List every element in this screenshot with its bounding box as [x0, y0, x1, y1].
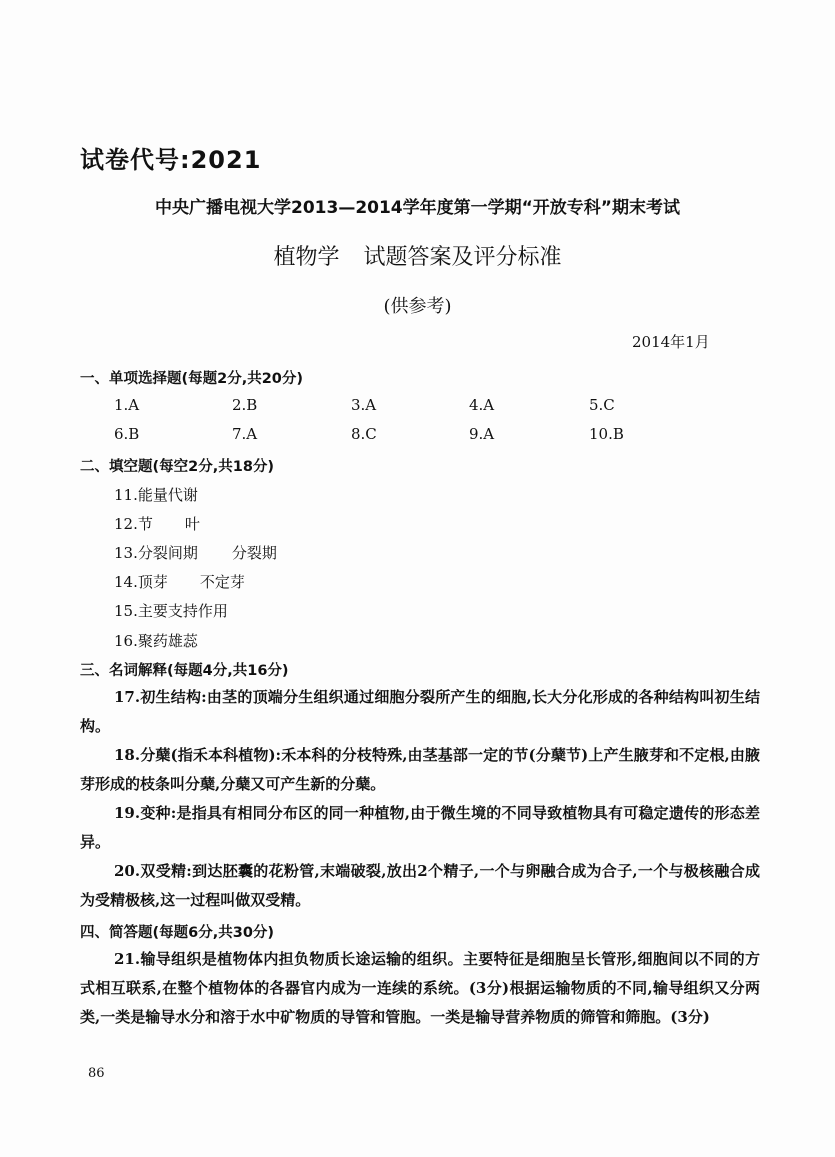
fill-item-16 [114, 630, 198, 651]
item-answer: 节 [137, 515, 153, 533]
item-answer: 分裂间期 [137, 544, 198, 562]
answer-10: 10.B [589, 425, 624, 443]
item-number: 15. [114, 602, 138, 620]
answer-7: 7.A [232, 425, 258, 443]
exam-title: 中央广播电视大学2013—2014学年度第一学期“开放专科”期末考试 [155, 198, 680, 218]
answer-9: 9.A [469, 425, 495, 443]
answer-8: 8.C [351, 425, 377, 443]
definition-20: 20.双受精:到达胚囊的花粉管,末端破裂,放出2个精子,一个与卵融合成为合子,一个与极核融合成为受精极核,这一过程叫做双受精。 [80, 862, 760, 909]
item-answer: 聚药雄蕊 [137, 632, 198, 650]
item-answer-b: 叶 [184, 515, 200, 533]
reference-note: (供参考) [383, 296, 452, 317]
item-number: 11. [114, 486, 138, 504]
item-answer-b: 分裂期 [231, 544, 277, 562]
section1-heading: 一、单项选择题(每题2分,共20分) [80, 371, 304, 387]
short-answer-block [80, 945, 760, 1032]
subject-title [0, 240, 835, 271]
item-number: 12. [114, 515, 138, 533]
item-answer-b: 不定芽 [199, 573, 245, 591]
definition-18: 18.分蘖(指禾本科植物):禾本科的分枝特殊,由茎基部一定的节(分蘖节)上产生腋芽和不定根,由腋芽形成的枝条叫分蘖,分蘖又可产生新的分蘖。 [80, 746, 760, 793]
subject-subtitle: 试题答案及评分标准 [363, 245, 562, 270]
answer-4: 4.A [469, 396, 495, 414]
subject-name: 植物学 [273, 245, 340, 270]
item-answer: 顶芽 [137, 573, 168, 591]
definition-17: 17.初生结构:由茎的顶端分生组织通过细胞分裂所产生的细胞,长大分化形成的各种结构叫初生结构。 [80, 688, 760, 735]
section4-heading: 四、简答题(每题6分,共30分) [80, 925, 275, 941]
item-answer: 能量代谢 [137, 486, 198, 504]
answer-2: 2.B [232, 396, 258, 414]
answer-3: 3.A [351, 396, 377, 414]
fill-item-13 [114, 542, 277, 563]
item-number: 13. [114, 544, 138, 562]
section3-heading: 三、名词解释(每题4分,共16分) [80, 663, 289, 679]
item-number: 16. [114, 632, 138, 650]
definitions-block [80, 683, 760, 915]
item-answer: 主要支持作用 [137, 602, 228, 620]
answer-6: 6.B [114, 425, 140, 443]
fill-item-14 [114, 571, 245, 592]
answer-5: 5.C [589, 396, 615, 414]
fill-item-15 [114, 600, 228, 621]
section2-heading: 二、填空题(每空2分,共18分) [80, 459, 275, 475]
item-number: 14. [114, 573, 138, 591]
fill-item-11 [114, 484, 198, 505]
answer-1: 1.A [114, 396, 140, 414]
exam-date: 2014年1月 [632, 333, 710, 351]
page-number: 86 [88, 1066, 105, 1081]
paper-code: 试卷代号:2021 [80, 146, 262, 174]
short-answer-21: 21.输导组织是植物体内担负物质长途运输的组织。主要特征是细胞呈长管形,细胞间以不同的方式相互联系,在整个植物体的各器官内成为一连续的系统。(3分)根据运输物质的不同,输导组织又分两类,一类是输导水分和溶于水中矿物质的导管和管胞。一类是输导营养物质的筛管和筛胞。(3分) [80, 950, 760, 1026]
fill-item-12 [114, 513, 200, 534]
definition-19: 19.变种:是指具有相同分布区的同一种植物,由于微生境的不同导致植物具有可稳定遗传的形态差异。 [80, 804, 760, 851]
